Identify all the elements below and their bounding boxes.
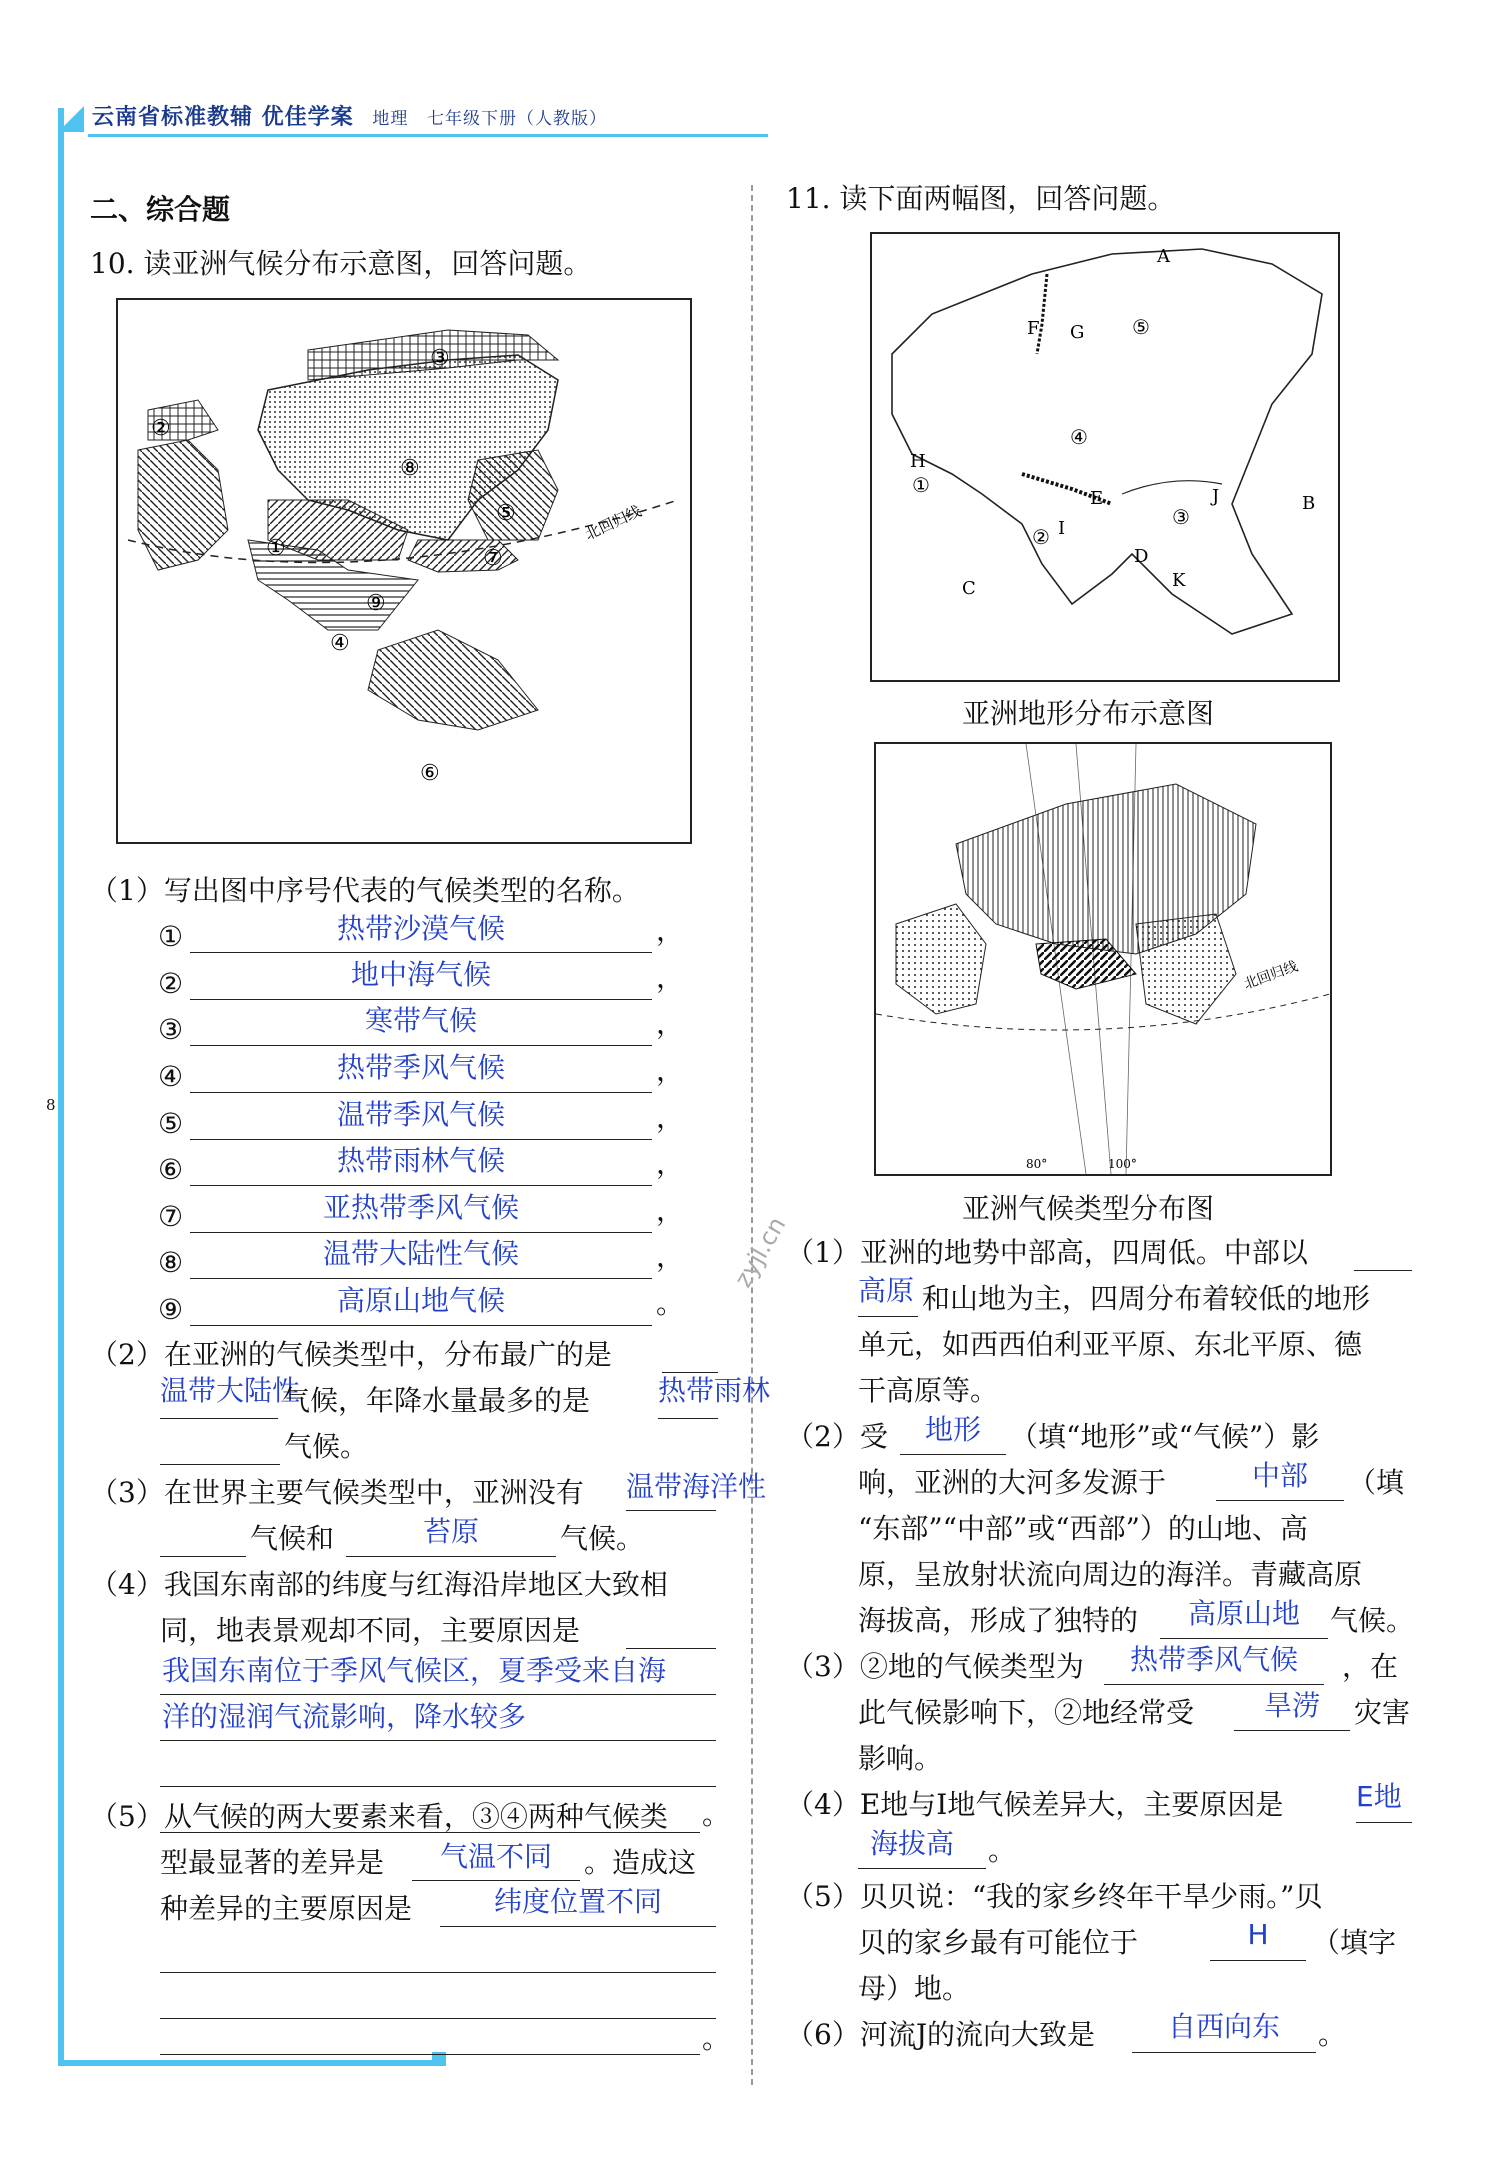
q10-stem: 10. 读亚洲气候分布示意图，回答问题。 <box>90 247 592 280</box>
answer-text: 高原山地气候 <box>336 1284 505 1317</box>
climate-region-5 <box>468 450 558 540</box>
header-rule <box>88 134 768 137</box>
q10-p2-answer-1: 温带大陆性 <box>160 1374 301 1407</box>
q11-p4-text-a: （4）E地与I地气候差异大，主要原因是 <box>786 1788 1284 1821</box>
answer-line <box>160 1938 716 1973</box>
q10-p5-end: 。 <box>702 2022 731 2055</box>
q11-p2-text-b: （填“地形”或“气候”）影 <box>1010 1420 1320 1453</box>
item-punct: ， <box>656 1007 685 1040</box>
item-punct: ， <box>656 1240 685 1273</box>
map-label-9: ⑨ <box>366 591 386 616</box>
header-subject: 地理 <box>372 109 409 129</box>
map-label-7: ⑦ <box>483 546 503 571</box>
q11-p3-text-b: ，在 <box>1342 1650 1399 1683</box>
q11-p6-end: 。 <box>1318 2018 1347 2051</box>
q11-p2-answer-3: 高原山地 <box>1187 1597 1300 1630</box>
answer-line <box>160 1430 280 1465</box>
q10-p5-text-d: 种差异的主要原因是 <box>160 1892 413 1925</box>
item-punct: 。 <box>656 1287 685 1320</box>
answer-line <box>160 1984 716 2019</box>
header-title: 云南省标准教辅 优佳学案 地理 七年级下册（人教版） <box>92 104 608 130</box>
item-punct: ， <box>656 1054 685 1087</box>
climate-area-desert <box>896 904 986 1014</box>
page-header <box>58 96 708 140</box>
asia-climate-types-map <box>874 742 1332 1176</box>
q11-p2-text-d: （填 <box>1348 1466 1405 1499</box>
q11-p3-answer-1: 热带季风气候 <box>1129 1643 1298 1676</box>
page-frame-left <box>58 108 64 2066</box>
answer-text: 温带季风气候 <box>336 1098 505 1131</box>
climate-area-monsoon <box>1136 914 1236 1024</box>
terrain-map-caption: 亚洲地形分布示意图 <box>962 697 1215 730</box>
terrain-label-F: F <box>1027 318 1040 339</box>
tropic-label: 北回归线 <box>582 501 645 544</box>
answer-line <box>160 1752 716 1787</box>
q11-p2-answer-2: 中部 <box>1251 1459 1308 1492</box>
asia-landmass-outline <box>892 249 1322 634</box>
q10-p3-text-b: 气候和 <box>250 1522 335 1555</box>
watermark: zyjl.cn <box>728 1212 792 1292</box>
page-frame-bottom <box>58 2060 438 2066</box>
q11-p2-text-h: 气候。 <box>1330 1604 1415 1637</box>
q11-p1-text-c: 单元，如西西伯利亚平原、东北平原、德 <box>858 1328 1363 1361</box>
map-label-4: ④ <box>330 631 350 656</box>
item-number: ③ <box>158 1013 184 1046</box>
header-tab-icon <box>58 106 84 132</box>
q11-p1-text-a: （1）亚洲的地势中部高，四周低。中部以 <box>786 1236 1308 1269</box>
column-divider <box>751 185 753 2085</box>
answer-line <box>160 2030 700 2055</box>
q11-p5-text-c: （填字 <box>1312 1926 1397 1959</box>
q11-p5-text-d: 母）地。 <box>858 1972 971 2005</box>
header-grade: 七年级下册（人教版） <box>427 109 608 129</box>
q10-p2-text-c: 气候。 <box>284 1430 369 1463</box>
q11-stem: 11. 读下面两幅图，回答问题。 <box>786 182 1176 215</box>
answer-line <box>160 1522 246 1557</box>
item-punct: ， <box>656 961 685 994</box>
river-j <box>1122 481 1222 494</box>
q11-p5-text-a: （5）贝贝说：“我的家乡终年干旱少雨。”贝 <box>786 1880 1323 1913</box>
terrain-label-I: I <box>1058 518 1066 539</box>
q10-p3-answer-2: 苔原 <box>422 1515 479 1548</box>
q11-p3-text-e: 影响。 <box>858 1742 943 1775</box>
q10-p4-text-b: 同，地表景观却不同，主要原因是 <box>160 1614 581 1647</box>
q11-p4-answer-2: 海拔高 <box>870 1827 955 1860</box>
q10-p2-text-a: （2）在亚洲的气候类型中，分布最广的是 <box>90 1338 612 1371</box>
q10-p5-answer-2: 纬度位置不同 <box>493 1885 662 1918</box>
q11-p2-answer-1: 地形 <box>924 1413 981 1446</box>
terrain-label-B: B <box>1302 493 1316 514</box>
map-label-5: ⑤ <box>496 501 516 526</box>
q11-p6-text-a: （6）河流J的流向大致是 <box>786 2018 1096 2051</box>
terrain-label-K: K <box>1172 570 1186 591</box>
terrain-label-2: ② <box>1032 525 1050 549</box>
longitude-100-label: 100° <box>1108 1157 1137 1171</box>
terrain-label-C: C <box>962 578 976 599</box>
item-number: ⑦ <box>158 1200 184 1233</box>
q11-p6-answer: 自西向东 <box>1167 2010 1280 2043</box>
item-punct: ， <box>656 1194 685 1227</box>
terrain-label-1: ① <box>912 473 930 497</box>
climate-region-1 <box>138 440 228 570</box>
tropic-label: 北回归线 <box>1241 958 1300 993</box>
q10-p2-text-b: 气候，年降水量最多的是 <box>282 1384 591 1417</box>
q10-p4-end: 。 <box>702 1798 731 1831</box>
answer-line <box>662 1338 718 1373</box>
answer-text: 亚热带季风气候 <box>322 1191 519 1224</box>
q10-p3-text-c: 气候。 <box>560 1522 645 1555</box>
terrain-label-4: ④ <box>1070 425 1088 449</box>
q11-p2-text-f: 原，呈放射状流向周边的海洋。青藏高原 <box>858 1558 1363 1591</box>
q11-p4-end: 。 <box>988 1834 1017 1867</box>
page-number: 8 <box>46 1090 56 1120</box>
item-number: ⑧ <box>158 1246 184 1279</box>
q11-p3-text-d: 灾害 <box>1354 1696 1411 1729</box>
map-label-2: ② <box>151 416 171 441</box>
terrain-label-G: G <box>1070 322 1085 343</box>
q11-p2-text-e: “东部”“中部”或“西部”）的山地、高 <box>858 1512 1308 1545</box>
terrain-label-E: E <box>1090 488 1104 509</box>
q11-p2-text-a: （2）受 <box>786 1420 888 1453</box>
q10-part1: （1）写出图中序号代表的气候类型的名称。 <box>90 874 640 907</box>
item-number: ⑨ <box>158 1293 184 1326</box>
item-punct: ， <box>656 914 685 947</box>
q11-p5-answer: H <box>1247 1918 1269 1951</box>
answer-line <box>626 1614 716 1649</box>
q11-p3-answer-2: 旱涝 <box>1263 1689 1320 1722</box>
item-punct: ， <box>656 1147 685 1180</box>
answer-line <box>1354 1236 1412 1271</box>
q10-p4-answer-2: 洋的湿润气流影响，降水较多 <box>162 1700 527 1733</box>
q10-p4-answer-1: 我国东南位于季风气候区，夏季受来自海 <box>162 1654 667 1687</box>
item-number: ④ <box>158 1060 184 1093</box>
map-label-6: ⑥ <box>420 761 440 786</box>
q11-p5-text-b: 贝的家乡最有可能位于 <box>858 1926 1139 1959</box>
q11-p2-text-g: 海拔高，形成了独特的 <box>858 1604 1139 1637</box>
q11-p3-text-a: （3）②地的气候类型为 <box>786 1650 1084 1683</box>
answer-text: 热带季风气候 <box>336 1051 505 1084</box>
answer-text: 地中海气候 <box>350 958 491 991</box>
item-number: ⑥ <box>158 1153 184 1186</box>
item-number: ② <box>158 967 184 1000</box>
q11-p1-answer: 高原 <box>858 1274 915 1307</box>
terrain-label-3: ③ <box>1172 505 1190 529</box>
q10-p2-answer-2: 热带雨林 <box>658 1374 771 1407</box>
answer-text: 温带大陆性气候 <box>322 1237 519 1270</box>
q11-p1-text-b: 和山地为主，四周分布着较低的地形 <box>922 1282 1371 1315</box>
q11-p4-answer-1: E地 <box>1356 1780 1402 1813</box>
answer-text: 热带沙漠气候 <box>336 912 505 945</box>
q11-p1-text-d: 干高原等。 <box>858 1374 999 1407</box>
q10-p3-text-a: （3）在世界主要气候类型中，亚洲没有 <box>90 1476 584 1509</box>
item-number: ① <box>158 920 184 953</box>
longitude-80-label: 80° <box>1026 1157 1048 1171</box>
q10-p5-text-a: （5）从气候的两大要素来看，③④两种气候类 <box>90 1800 668 1833</box>
map-label-8: ⑧ <box>400 456 420 481</box>
q10-p5-text-c: 。造成这 <box>584 1846 697 1879</box>
climate-map-caption: 亚洲气候类型分布图 <box>962 1192 1215 1225</box>
map-label-1: ① <box>266 536 286 561</box>
q10-p3-answer-1: 温带海洋性 <box>626 1470 767 1503</box>
item-number: ⑤ <box>158 1107 184 1140</box>
q11-p2-text-c: 响，亚洲的大河多发源于 <box>858 1466 1167 1499</box>
terrain-label-D: D <box>1134 546 1149 567</box>
answer-text: 热带雨林气候 <box>336 1144 505 1177</box>
terrain-label-5: ⑤ <box>1132 315 1150 339</box>
q10-p4-text-a: （4）我国东南部的纬度与红海沿岸地区大致相 <box>90 1568 668 1601</box>
asia-terrain-map <box>870 232 1340 682</box>
climate-region-6 <box>368 630 538 730</box>
terrain-label-J: J <box>1212 486 1220 507</box>
section-title: 二、综合题 <box>90 193 231 226</box>
item-punct: ， <box>656 1101 685 1134</box>
q10-p5-text-b: 型最显著的差异是 <box>160 1846 385 1879</box>
ural-range <box>1037 274 1047 354</box>
map-label-3: ③ <box>430 346 450 371</box>
q10-p5-answer-1: 气温不同 <box>439 1840 552 1873</box>
terrain-label-A: A <box>1157 246 1170 267</box>
asia-climate-map <box>116 298 692 844</box>
terrain-label-H: H <box>910 451 926 472</box>
answer-text: 寒带气候 <box>364 1004 477 1037</box>
q11-p3-text-c: 此气候影响下，②地经常受 <box>858 1696 1195 1729</box>
